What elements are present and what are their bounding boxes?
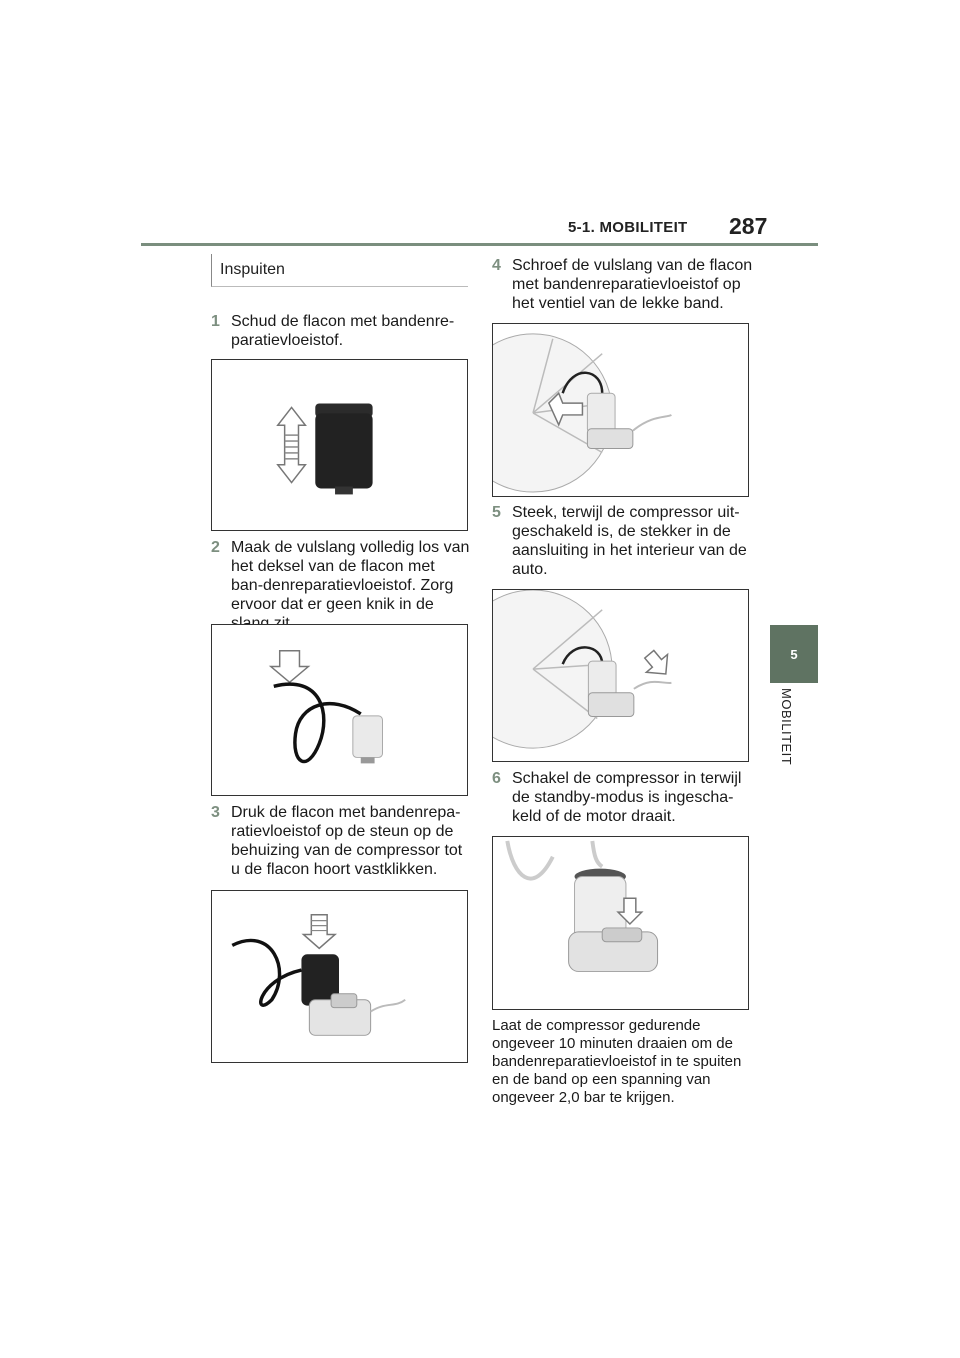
step-1 xyxy=(211,312,471,350)
chapter-tab xyxy=(770,625,818,683)
closing-paragraph: Laat de compressor gedurende ongeveer 10 minuten draaien om de bandenreparatievloeistof in te spuiten en de band op een spanning van ongeveer 2,0 bar te krijgen. xyxy=(492,1017,742,1106)
figure-shake-bottle xyxy=(211,359,468,531)
hose-to-valve-icon xyxy=(493,324,748,496)
figure-plug-in xyxy=(492,589,749,762)
hose-detach-icon xyxy=(212,625,467,795)
step-text: Steek, terwijl de compressor uit-geschakeld is, de stekker in de aansluiting in het interieur van de auto. xyxy=(512,504,747,578)
section-title: 5-1. MOBILITEIT xyxy=(568,219,688,236)
step-text: Schud de flacon met bandenre-paratievloeistof. xyxy=(231,313,455,349)
step-3 xyxy=(211,803,471,879)
shake-bottle-icon xyxy=(212,360,467,530)
step-text: Maak de vulslang volledig los van het deksel van de flacon met ban-denreparatievloeistof. Zorg ervoor dat er geen knik in de xyxy=(231,539,470,613)
subheading: Inspuiten xyxy=(211,254,468,287)
step-6 xyxy=(492,769,754,826)
figure-hose-detach xyxy=(211,624,468,796)
plug-in-icon xyxy=(493,590,748,761)
compressor-on-icon xyxy=(493,837,748,1009)
figure-compressor-on xyxy=(492,836,749,1010)
page-number: 287 xyxy=(729,213,768,239)
figure-bottle-on-compressor xyxy=(211,890,468,1063)
step-text: Druk de flacon met bandenrepa-ratievloeistof op de steun op de behuizing van de compressor tot u de flacon hoort vastklikken. xyxy=(231,804,463,878)
chapter-side-label: MOBILITEIT xyxy=(779,688,794,766)
figure-hose-to-valve xyxy=(492,323,749,497)
step-number: 3 xyxy=(211,804,220,821)
step-number: 5 xyxy=(492,504,501,521)
chapter-number: 5 xyxy=(790,646,798,662)
step-text: Schroef de vulslang van de flacon met bandenreparatievloeistof op het ventiel van de lekke band. xyxy=(512,257,753,312)
step-text: Schakel de compressor in terwijl de standby-modus is ingescha-keld of de motor draait. xyxy=(512,770,742,825)
step-2 xyxy=(211,538,471,633)
step-5 xyxy=(492,503,754,579)
step-number: 6 xyxy=(492,770,501,787)
header-divider xyxy=(141,243,818,246)
step-number: 1 xyxy=(211,313,220,330)
bottle-on-compressor-icon xyxy=(212,891,467,1062)
step-number: 4 xyxy=(492,257,501,274)
step-number: 2 xyxy=(211,539,220,556)
step-4 xyxy=(492,256,754,313)
